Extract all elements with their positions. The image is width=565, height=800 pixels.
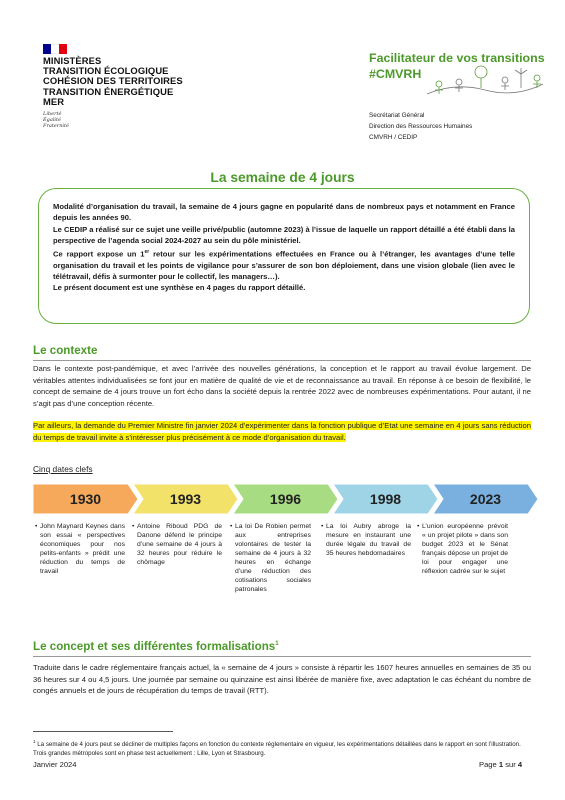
people-illustration-icon	[425, 64, 545, 104]
document-title: La semaine de 4 jours	[210, 170, 355, 185]
intro-paragraph: Le présent document est une synthèse en 4 pages du rapport détaillé.	[53, 283, 306, 293]
facilitator-hashtag: #CMVRH	[369, 67, 422, 81]
timeline-description: • La loi De Robien permet aux entreprises volontaires de tester la semaine de 4 jours à 32 heures en échange d’une réduction des cotisations sociales patronales	[230, 523, 311, 593]
timeline-year: 1930	[69, 491, 102, 507]
timeline-description: • Antoine Riboud PDG de Danone défend le principe d’une semaine de 4 jours à 32 heures pour réduire le chômage	[132, 523, 222, 566]
context-highlighted-paragraph: Par ailleurs, la demande du Premier Ministre fin janvier 2024 d’expérimenter dans la fonction publique d’Etat une semaine en 4 jours sans réduction du temps de travail invite à s’intéresser plus précisément à ce mode d’organisation du travail.	[33, 421, 531, 442]
footer-date: Janvier 2024	[33, 760, 77, 769]
intro-paragraph: Le CEDIP a réalisé sur ce sujet une veille privé/public (automne 2023) à l’issue de laquelle un rapport détaillé a été établi dans la perspective de l’agenda social 2024-2027 au sein du pôle ministériel.	[53, 224, 515, 246]
intro-paragraph: Modalité d’organisation du travail, la semaine de 4 jours gagne en popularité dans de nombreux pays et notamment en France depuis les années 90.	[53, 202, 515, 223]
footnote: $^1$ La semaine de 4 jours peut se décliner de multiples façons en fonction du contexte réglementaire en vigueur, les expérimentations détaillées dans le rapport en sont l’illustration. Trois grandes métropoles sont en phase test actuellement : Lille, Lyon et Strasbourg.	[33, 739, 521, 758]
timeline-description: • La loi Aubry abroge la mesure en instaurant une durée légale du travail de 35 heures hebdomadaires	[321, 523, 411, 557]
section-heading-concept: Le concept et ses différentes formalisations$^1$	[33, 640, 279, 653]
section-divider	[33, 656, 531, 657]
timeline-description: • John Maynard Keynes dans son essai « perspectives économiques pour nos petits-enfants » prédit une réduction du temps de travail	[35, 523, 125, 575]
intro-paragraph: Ce rapport expose un 1er retour sur les expérimentations effectuées en France ou à l’étranger, les avantages d’une telle organisation du travail et les points de vigilance pour s’assurer de son bon déploiement, dans une vision globale (lien avec le télétravail, défis à surmonter pour le collectif, les managers…).	[53, 248, 515, 281]
timeline-description: • L’union européenne prévoit « un projet pilote » dans son budget 2023 et le Sénat français dépose un projet de loi pour engager une réflexion cadrée sur le sujet	[417, 523, 508, 575]
intro-summary-box	[38, 188, 530, 324]
timeline	[33, 484, 538, 514]
timeline-year: 2023	[469, 491, 502, 507]
page-number: Page 1 sur 4	[479, 760, 523, 769]
context-paragraph: Dans le contexte post-pandémique, et avec l’arrivée des nouvelles générations, la conception et le rapport au travail évolue largement. De véritables attentes individualisées se font jour en matière de qualité de vie et de reconnaissance au travail. En réponse à ce besoin de flexibilité, le concept de semaine de 4 jours trouve un fort écho dans la société depuis la rentrée 2022 avec de nombreuses expérimentations. Pour autant, il ne s’agit pas d’une conception récente.	[33, 364, 531, 408]
ministry-name: MINISTÈRES TRANSITION ÉCOLOGIQUE COHÉSION DES TERRITOIRES TRANSITION ÉNERGÉTIQUE MER	[43, 55, 183, 107]
dates-heading: Cinq dates clefs	[33, 464, 93, 474]
facilitator-title: Facilitateur de vos transitions	[369, 51, 545, 65]
section-divider	[33, 360, 531, 361]
republic-motto: Liberté Égalité Fraternité	[43, 111, 69, 129]
timeline-year: 1993	[169, 491, 202, 507]
timeline-year: 1998	[369, 491, 402, 507]
service-info: Secrétariat Général Direction des Ressources Humaines CMVRH / CEDIP	[369, 112, 473, 142]
timeline-year: 1996	[269, 491, 302, 507]
section-heading-context: Le contexte	[33, 344, 98, 357]
footnote-separator	[33, 731, 173, 732]
concept-paragraph: Traduite dans le cadre réglementaire français actuel, la « semaine de 4 jours » consiste à répartir les 1607 heures annuelles en semaines de 35 ou 36 heures sur 4 ou 4,5 jours. Une journée par semaine ou quinzaine est ainsi libérée de manière fixe, avec adaptation le cas échéant du nombre de congés annuels et de jours de récupération du temps de travail (RTT).	[33, 663, 531, 696]
french-flag-icon	[43, 44, 67, 54]
